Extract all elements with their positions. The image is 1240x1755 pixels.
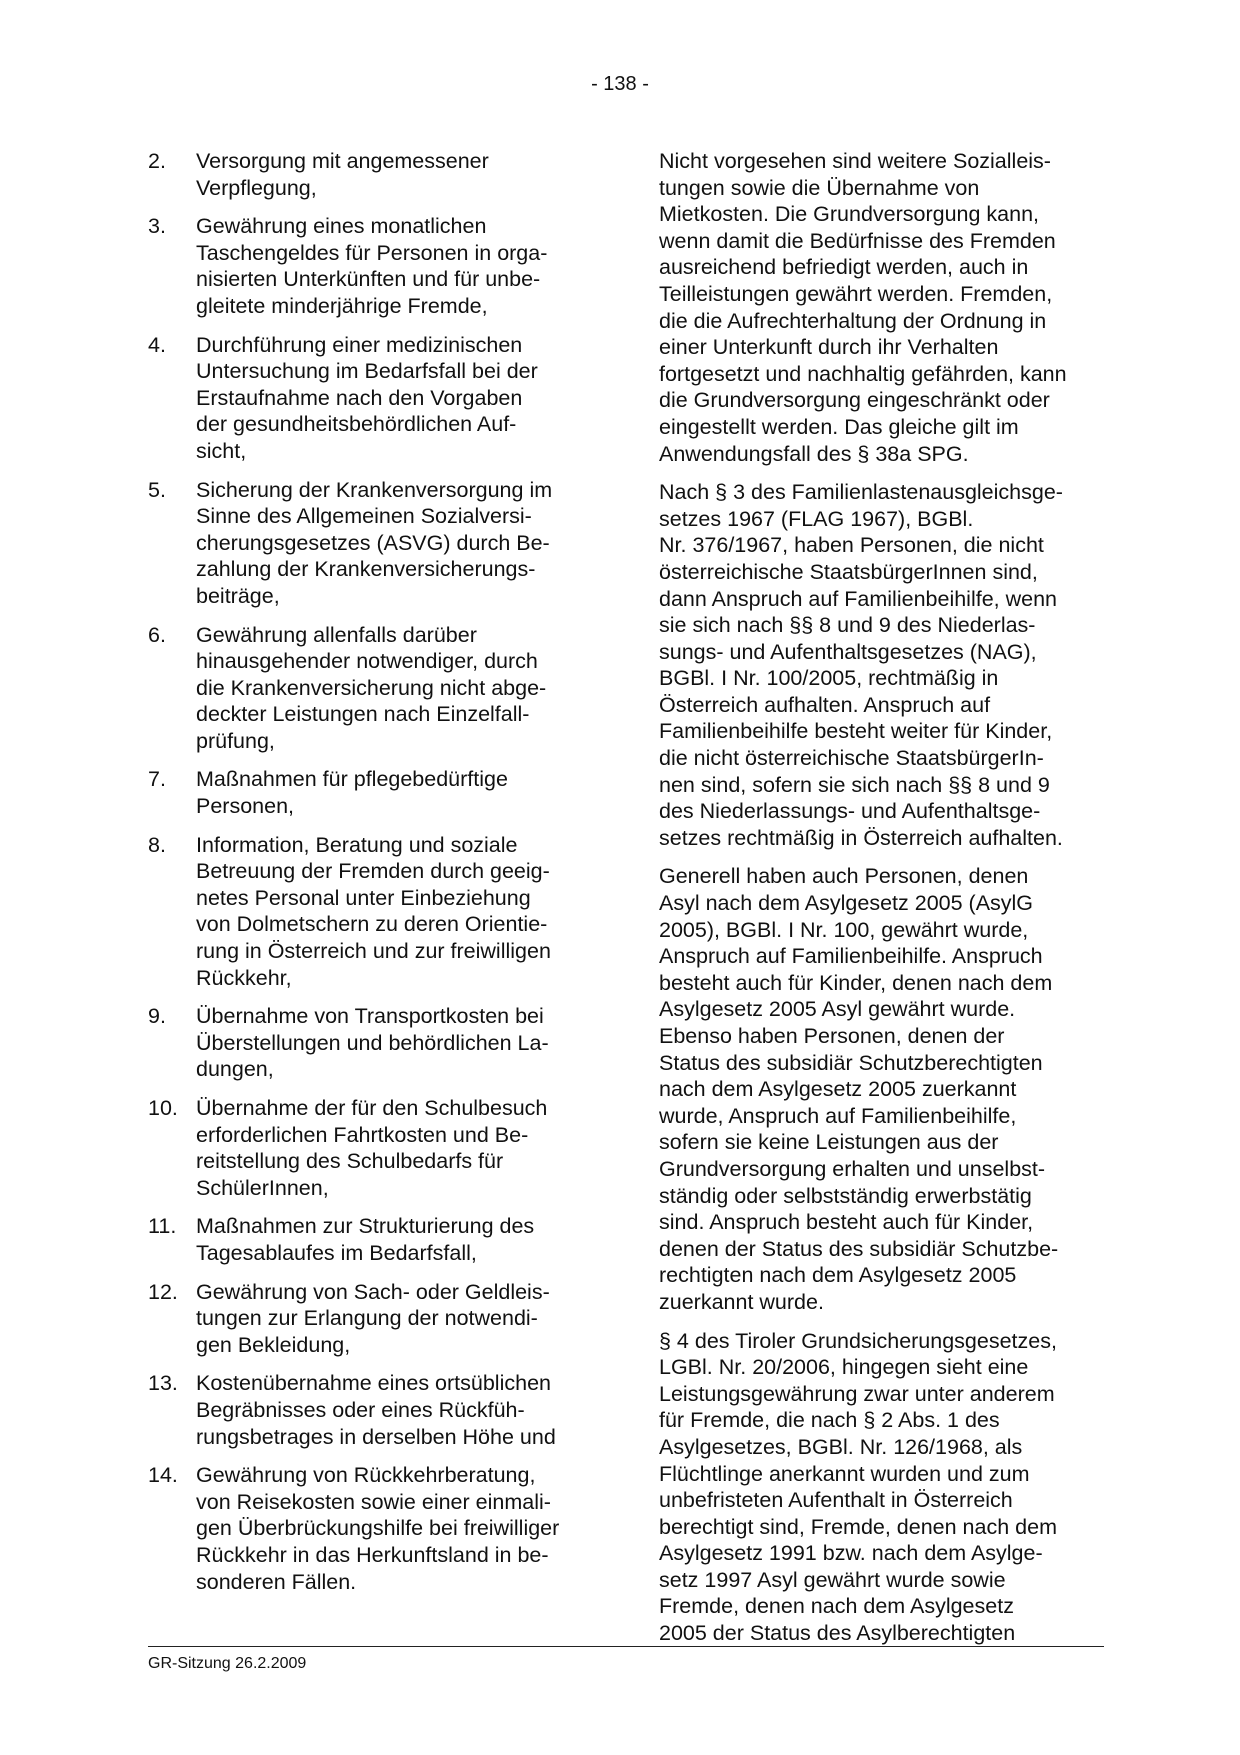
list-item-text: Gewährung allenfalls darüber hinausgehender notwendiger, durch die Krankenversicherung nicht abge- deckter Leistungen nach Einzelfall- prüfung, — [196, 622, 547, 753]
list-item — [148, 148, 598, 201]
footer-divider — [148, 1646, 1104, 1647]
list-item — [148, 1279, 598, 1359]
page-number: - 138 - — [591, 73, 649, 95]
list-item-number: 7. — [148, 767, 166, 792]
list-item-text: Durchführung einer medizinischen Untersuchung im Bedarfsfall bei der Erstaufnahme nach den Vorgaben der gesundheitsbehördlichen Auf- sicht, — [196, 332, 538, 463]
list-item — [148, 1213, 598, 1266]
list-item-text: Versorgung mit angemessener Verpflegung, — [196, 149, 489, 200]
list-item-number: 2. — [148, 149, 166, 173]
footer-text: GR-Sitzung 26.2.2009 — [148, 1655, 307, 1672]
list-item — [148, 1462, 598, 1595]
list-item — [148, 213, 598, 319]
list-item-number: 4. — [148, 332, 166, 357]
list-item-number: 6. — [148, 622, 166, 647]
list-item-number: 9. — [148, 1004, 166, 1029]
list-item-number: 14. — [148, 1463, 178, 1488]
list-item-text: Gewährung von Rückkehrberatung, von Reisekosten sowie einer einmali- gen Überbrückungshilfe bei freiwilliger Rückkehr in das Herkunftsland in be- sonderen Fällen. — [196, 1463, 560, 1594]
list-item — [148, 477, 598, 610]
paragraph: Nach § 3 des Familienlastenausgleichsge- setzes 1967 (FLAG 1967), BGBl. Nr. 376/1967, haben Personen, die nicht österreichische StaatsbürgerInnen sind, dann Anspruch auf Familienbeihilfe, wenn sie sich nach §§ 8 und 9 des Niederlas- sungs- und Aufenthaltsgesetzes (NAG), BGBl. I Nr. 100/2005, rechtmäßig in Österreich aufhalten. Anspruch auf Familienbeihilfe besteht weiter für Kinder, die nicht österreichische StaatsbürgerIn- nen sind, sofern sie sich nach §§ 8 und 9 des Niederlassungs- und Aufenthaltsge- setzes rechtmäßig in Österreich aufhalten. — [659, 480, 1063, 850]
list-item-text: Sicherung der Krankenversorgung im Sinne des Allgemeinen Sozialversi- cherungsgesetzes (ASVG) durch Be- zahlung der Krankenversicherungs- beiträge, — [196, 477, 553, 608]
list-item — [148, 1370, 598, 1450]
list-item — [148, 766, 598, 819]
list-item-number: 12. — [148, 1279, 178, 1304]
list-item-number: 13. — [148, 1371, 178, 1396]
list-item-number: 11. — [148, 1214, 177, 1239]
list-item-text: Maßnahmen zur Strukturierung des Tagesablaufes im Bedarfsfall, — [196, 1214, 535, 1265]
paragraph: § 4 des Tiroler Grundsicherungsgesetzes, LGBl. Nr. 20/2006, hingegen sieht eine Leistungsgewährung zwar unter anderem für Fremde, die nach § 2 Abs. 1 des Asylgesetzes, BGBl. Nr. 126/1968, als Flüchtlinge anerkannt wurden und zum unbefristeten Aufenthalt in Österreich berechtigt sind, Fremde, denen nach dem Asylgesetz 1991 bzw. nach dem Asylge- setz 1997 Asyl gewährt wurde sowie Fremde, denen nach dem Asylgesetz 2005 der Status des Asylberechtigten — [659, 1328, 1057, 1646]
list-item — [148, 332, 598, 465]
list-item-text: Übernahme der für den Schulbesuch erforderlichen Fahrtkosten und Be- reitstellung des Schulbedarfs für SchülerInnen, — [196, 1096, 548, 1200]
left-column — [148, 148, 598, 1607]
list-item-text: Gewährung von Sach- oder Geldleis- tungen zur Erlangung der notwendi- gen Bekleidung, — [196, 1279, 550, 1357]
list-item-text: Kostenübernahme eines ortsüblichen Begräbnisses oder eines Rückfüh- rungsbetrages in derselben Höhe und — [196, 1371, 556, 1449]
list-item — [148, 1095, 598, 1201]
list-item-text: Maßnahmen für pflegebedürftige Personen, — [196, 767, 508, 819]
list-item — [148, 832, 598, 992]
list-item-number: 8. — [148, 832, 166, 857]
list-item — [148, 1003, 598, 1083]
right-column — [659, 148, 1104, 1659]
list-item — [148, 622, 598, 755]
list-item-number: 3. — [148, 214, 166, 239]
list-item-text: Gewährung eines monatlichen Taschengeldes für Personen in orga- nisierten Unterkünften und für unbe- gleitete minderjährige Fremde, — [196, 214, 548, 318]
list-item-text: Information, Beratung und soziale Betreuung der Fremden durch geeig- netes Personal unter Einbeziehung von Dolmetschern zu deren Orientie- rung in Österreich und zur freiwilligen Rückkehr, — [196, 832, 551, 990]
paragraph: Generell haben auch Personen, denen Asyl nach dem Asylgesetz 2005 (AsylG 2005), BGBl. I Nr. 100, gewährt wurde, Anspruch auf Familienbeihilfe. Anspruch besteht auch für Kinder, denen nach dem Asylgesetz 2005 Asyl gewährt wurde. Ebenso haben Personen, denen der Status des subsidiär Schutzberechtigten nach dem Asylgesetz 2005 zuerkannt wurde, Anspruch auf Familienbeihilfe, sofern sie keine Leistungen aus der Grundversorgung erhalten und unselbst- ständig oder selbstständig erwerbstätig sind. Anspruch besteht auch für Kinder, denen der Status des subsidiär Schutzbe- rechtigten nach dem Asylgesetz 2005 zuerkannt wurde. — [659, 864, 1059, 1314]
paragraph: Nicht vorgesehen sind weitere Sozialleis- tungen sowie die Übernahme von Mietkosten. Die Grundversorgung kann, wenn damit die Bedürfnisse des Fremden ausreichend befriedigt werden, auch in Teilleistungen gewährt werden. Fremden, die die Aufrechterhaltung der Ordnung in einer Unterkunft durch ihr Verhalten fortgesetzt und nachhaltig gefährden, kann die Grundversorgung eingeschränkt oder eingestellt werden. Das gleiche gilt im Anwendungsfall des § 38a SPG. — [659, 149, 1067, 466]
list-item-text: Übernahme von Transportkosten bei Überstellungen und behördlichen La- dungen, — [196, 1004, 549, 1082]
list-item-number: 10. — [148, 1096, 178, 1120]
list-item-number: 5. — [148, 477, 166, 502]
